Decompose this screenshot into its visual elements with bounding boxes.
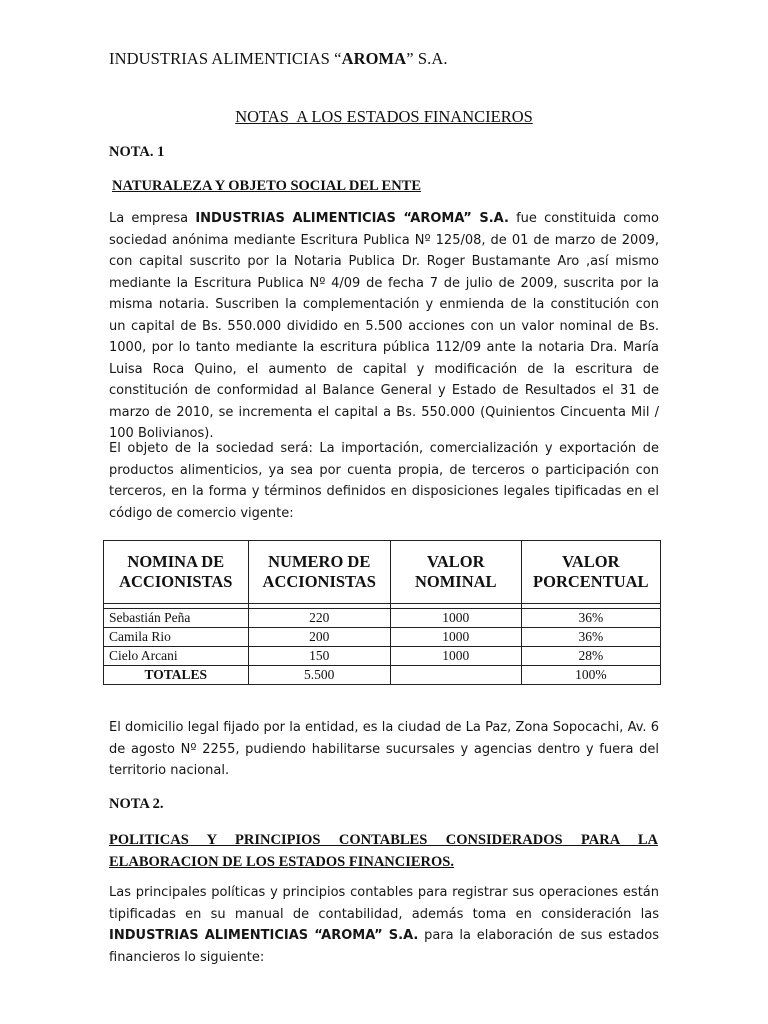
cell-name: Sebastián Peña — [104, 609, 249, 628]
nota1-p1-rest: fue constituida como sociedad anónima mediante Escritura Publica Nº 125/08, de 01 de marzo de 2009, con capital suscrito por la Notaria Publica Dr. Roger Bustamante Aro ,así mismo mediante la Escritura Publica Nº 4/09 de fecha 7 de julio de 2009, suscrita por la misma notaria. Suscriben la complementación y enmienda de la constitución con un capital de Bs. 550.000 dividido en 5.500 acciones con un valor nominal de Bs. 1000, por lo tanto mediante la escritura pública 112/09 ante la notaria Dra. María Luisa Roca Quino, el aumento de capital y modificación de la escritura de constitución de conformidad al Balance General y Estado de Resultados el 31 de marzo de 2010, se incrementa el capital a Bs. 550.000 (Quinientos Cincuenta Mil / 100 Bolivianos). — [109, 211, 659, 441]
company-suffix: ” S.A. — [406, 49, 448, 68]
nota1-paragraph-3: El domicilio legal fijado por la entidad, es la ciudad de La Paz, Zona Sopocachi, Av. 6 de agosto Nº 2255, pudiendo habilitarse sucursales y agencias dentro y fuera del territorio nacional. — [109, 720, 659, 778]
cell-totals-percent: 100% — [521, 666, 660, 685]
company-name-bold: AROMA — [341, 49, 407, 68]
cell-nominal: 1000 — [390, 628, 521, 647]
document-title: NOTAS A LOS ESTADOS FINANCIEROS — [235, 107, 533, 126]
table-totals-row — [104, 666, 661, 685]
cell-totals-label: TOTALES — [104, 666, 249, 685]
cell-percent: 36% — [521, 609, 660, 628]
table-row — [104, 647, 661, 666]
cell-percent: 36% — [521, 628, 660, 647]
header-numero: NUMERO DE ACCIONISTAS — [248, 541, 390, 604]
cell-nominal: 1000 — [390, 609, 521, 628]
cell-totals-number: 5.500 — [248, 666, 390, 685]
nota2-p1-start: Las principales políticas y principios contables para registrar sus operaciones están tipificadas en su manual de contabilidad, además toma en consideración las — [109, 885, 659, 922]
shareholders-table — [103, 540, 661, 685]
nota1-paragraph-2: El objeto de la sociedad será: La importación, comercialización y exportación de productos alimenticios, ya sea por cuenta propia, de terceros o participación con terceros, en la forma y términos definidos en disposiciones legales tipificadas en el código de comercio vigente: — [109, 441, 659, 521]
nota1-p1-company: INDUSTRIAS ALIMENTICIAS “AROMA” S.A. — [195, 211, 509, 226]
company-prefix: INDUSTRIAS ALIMENTICIAS “ — [109, 49, 342, 68]
table-row — [104, 609, 661, 628]
nota2-paragraph-1 — [109, 882, 659, 968]
nota2-p1-company: INDUSTRIAS ALIMENTICIAS “AROMA” S.A. — [109, 928, 419, 943]
header-nomina: NOMINA DE ACCIONISTAS — [104, 541, 249, 604]
nota2-label: NOTA 2. — [109, 796, 164, 812]
cell-nominal: 1000 — [390, 647, 521, 666]
nota1-heading: NATURALEZA Y OBJETO SOCIAL DEL ENTE — [112, 178, 422, 194]
header-valor-porcentual: VALOR PORCENTUAL — [521, 541, 660, 604]
cell-number: 200 — [248, 628, 390, 647]
nota1-label: NOTA. 1 — [109, 144, 165, 160]
company-header — [109, 49, 448, 69]
nota2-p1-rest: para la elaboración de sus estados financieros lo siguiente: — [109, 928, 659, 965]
cell-percent: 28% — [521, 647, 660, 666]
cell-number: 150 — [248, 647, 390, 666]
cell-totals-nominal — [390, 666, 521, 685]
cell-name: Camila Rio — [104, 628, 249, 647]
table-header-row — [104, 541, 661, 604]
nota1-paragraph-1 — [109, 208, 659, 445]
header-valor-nominal: VALOR NOMINAL — [390, 541, 521, 604]
nota2-heading: POLITICAS Y PRINCIPIOS CONTABLES CONSIDERADOS PARA LA ELABORACION DE LOS ESTADOS FINANCIEROS. — [109, 832, 658, 870]
nota1-p1-start: La empresa — [109, 211, 196, 226]
table-row — [104, 628, 661, 647]
cell-name: Cielo Arcani — [104, 647, 249, 666]
cell-number: 220 — [248, 609, 390, 628]
